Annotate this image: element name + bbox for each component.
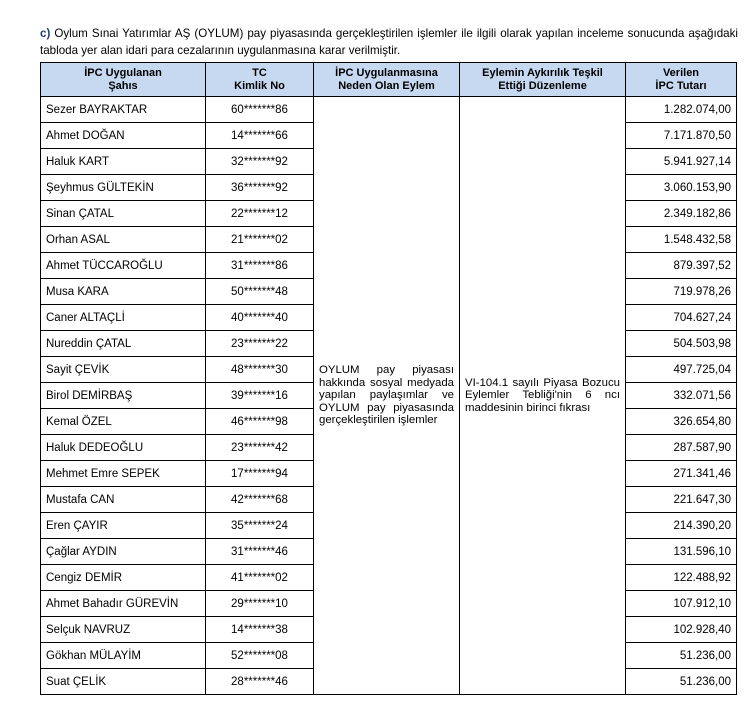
- penalty-amount-cell: 3.060.153,90: [626, 175, 737, 201]
- person-name-cell: Şeyhmus GÜLTEKİN: [41, 175, 206, 201]
- person-name-cell: Mehmet Emre SEPEK: [41, 461, 206, 487]
- penalty-amount-cell: 1.282.074,00: [626, 97, 737, 123]
- penalty-amount-cell: 5.941.927,14: [626, 149, 737, 175]
- person-name-cell: Musa KARA: [41, 279, 206, 305]
- person-name-cell: Sinan ÇATAL: [41, 201, 206, 227]
- penalty-amount-cell: 497.725,04: [626, 357, 737, 383]
- penalty-amount-cell: 122.488,92: [626, 565, 737, 591]
- penalty-table: [40, 62, 737, 695]
- person-name-cell: Suat ÇELİK: [41, 669, 206, 695]
- person-name-cell: Nureddin ÇATAL: [41, 331, 206, 357]
- penalty-amount-cell: 704.627,24: [626, 305, 737, 331]
- table-body: [41, 97, 737, 695]
- tc-number-cell: 60*******86: [206, 97, 314, 123]
- penalty-amount-cell: 271.341,46: [626, 461, 737, 487]
- tc-number-cell: 28*******46: [206, 669, 314, 695]
- person-name-cell: Selçuk NAVRUZ: [41, 617, 206, 643]
- penalty-amount-cell: 1.548.432,58: [626, 227, 737, 253]
- person-name-cell: Kemal ÖZEL: [41, 409, 206, 435]
- penalty-amount-cell: 719.978,26: [626, 279, 737, 305]
- tc-number-cell: 14*******38: [206, 617, 314, 643]
- tc-number-cell: 41*******02: [206, 565, 314, 591]
- tc-number-cell: 35*******24: [206, 513, 314, 539]
- person-name-cell: Birol DEMİRBAŞ: [41, 383, 206, 409]
- column-header-amount: Verilen İPC Tutarı: [626, 63, 737, 97]
- tc-number-cell: 40*******40: [206, 305, 314, 331]
- tc-number-cell: 23*******22: [206, 331, 314, 357]
- column-header-person: İPC Uygulanan Şahıs: [41, 63, 206, 97]
- person-name-cell: Ahmet DOĞAN: [41, 123, 206, 149]
- section-marker: c): [40, 26, 51, 40]
- column-header-regulation: Eylemin Aykırılık Teşkil Ettiği Düzenleme: [460, 63, 626, 97]
- tc-number-cell: 31*******86: [206, 253, 314, 279]
- column-header-action: İPC Uygulanmasına Neden Olan Eylem: [314, 63, 460, 97]
- regulation-cell: VI-104.1 sayılı Piyasa Bozucu Eylemler Tebliği'nin 6 ncı maddesinin birinci fıkrası: [460, 97, 626, 695]
- penalty-amount-cell: 51.236,00: [626, 669, 737, 695]
- penalty-amount-cell: 51.236,00: [626, 643, 737, 669]
- person-name-cell: Haluk KART: [41, 149, 206, 175]
- tc-number-cell: 23*******42: [206, 435, 314, 461]
- person-name-cell: Eren ÇAYIR: [41, 513, 206, 539]
- tc-number-cell: 36*******92: [206, 175, 314, 201]
- penalty-amount-cell: 102.928,40: [626, 617, 737, 643]
- person-name-cell: Sayit ÇEVİK: [41, 357, 206, 383]
- tc-number-cell: 48*******30: [206, 357, 314, 383]
- penalty-amount-cell: 221.647,30: [626, 487, 737, 513]
- person-name-cell: Orhan ASAL: [41, 227, 206, 253]
- person-name-cell: Cengiz DEMİR: [41, 565, 206, 591]
- person-name-cell: Gökhan MÜLAYİM: [41, 643, 206, 669]
- table-header-row: [41, 63, 737, 97]
- penalty-amount-cell: 287.587,90: [626, 435, 737, 461]
- penalty-amount-cell: 326.654,80: [626, 409, 737, 435]
- tc-number-cell: 42*******68: [206, 487, 314, 513]
- penalty-table-container: [40, 62, 737, 695]
- penalty-amount-cell: 7.171.870,50: [626, 123, 737, 149]
- table-row: [41, 97, 737, 123]
- penalty-amount-cell: 107.912,10: [626, 591, 737, 617]
- tc-number-cell: 22*******12: [206, 201, 314, 227]
- tc-number-cell: 32*******92: [206, 149, 314, 175]
- tc-number-cell: 52*******08: [206, 643, 314, 669]
- tc-number-cell: 31*******46: [206, 539, 314, 565]
- tc-number-cell: 17*******94: [206, 461, 314, 487]
- penalty-amount-cell: 504.503,98: [626, 331, 737, 357]
- tc-number-cell: 50*******48: [206, 279, 314, 305]
- penalty-amount-cell: 879.397,52: [626, 253, 737, 279]
- intro-paragraph: [40, 25, 738, 59]
- tc-number-cell: 14*******66: [206, 123, 314, 149]
- person-name-cell: Ahmet TÜCCAROĞLU: [41, 253, 206, 279]
- tc-number-cell: 46*******98: [206, 409, 314, 435]
- tc-number-cell: 21*******02: [206, 227, 314, 253]
- person-name-cell: Haluk DEDEOĞLU: [41, 435, 206, 461]
- person-name-cell: Mustafa CAN: [41, 487, 206, 513]
- person-name-cell: Çağlar AYDIN: [41, 539, 206, 565]
- person-name-cell: Caner ALTAÇLİ: [41, 305, 206, 331]
- penalty-amount-cell: 332.071,56: [626, 383, 737, 409]
- column-header-tc: TC Kimlik No: [206, 63, 314, 97]
- tc-number-cell: 39*******16: [206, 383, 314, 409]
- penalty-amount-cell: 214.390,20: [626, 513, 737, 539]
- penalty-amount-cell: 2.349.182,86: [626, 201, 737, 227]
- intro-text: Oylum Sınai Yatırımlar AŞ (OYLUM) pay piyasasında gerçekleştirilen işlemler ile ilgili olarak yapılan inceleme sonucunda aşağıdaki tabloda yer alan idari para cezalarının uygulanmasına karar verilmiştir.: [40, 26, 738, 57]
- person-name-cell: Ahmet Bahadır GÜREVİN: [41, 591, 206, 617]
- action-cell: OYLUM pay piyasası hakkında sosyal medyada yapılan paylaşımlar ve OYLUM pay piyasasında gerçekleştirilen işlemler: [314, 97, 460, 695]
- person-name-cell: Sezer BAYRAKTAR: [41, 97, 206, 123]
- tc-number-cell: 29*******10: [206, 591, 314, 617]
- penalty-amount-cell: 131.596,10: [626, 539, 737, 565]
